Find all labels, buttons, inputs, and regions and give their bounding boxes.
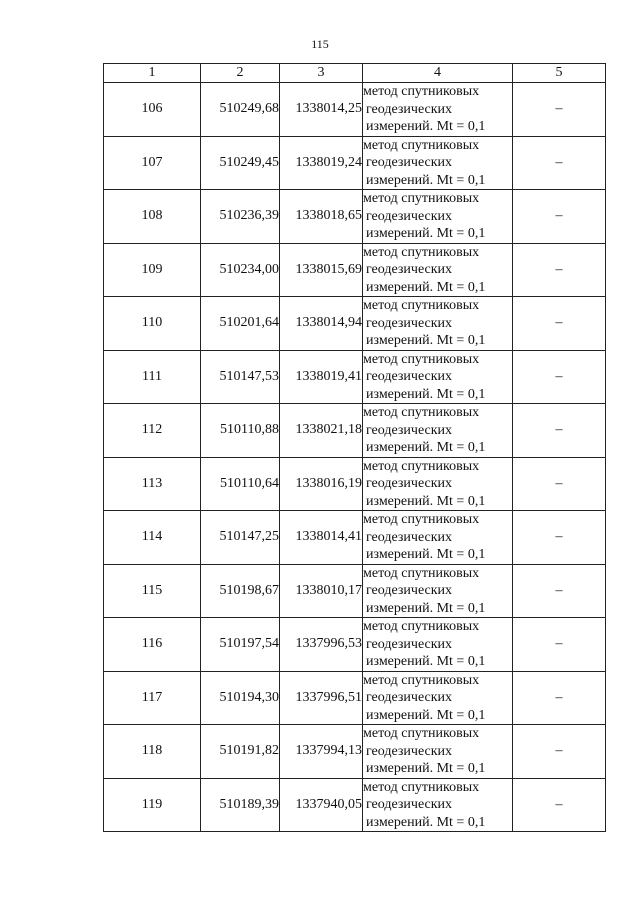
method-line: измерений. Mt = 0,1: [366, 333, 486, 348]
method-line: геодезических: [366, 743, 453, 759]
y-coordinate-cell: 1338018,65: [280, 190, 363, 244]
method-line: метод спутниковых: [363, 405, 480, 420]
method-line: геодезических: [366, 529, 453, 545]
method-cell: [363, 511, 513, 565]
point-number-cell: 117: [104, 671, 201, 725]
y-coordinate-cell: 1337994,13: [280, 725, 363, 779]
method-line: метод спутниковых: [363, 351, 480, 367]
x-coordinate-cell: 510194,30: [201, 671, 280, 725]
y-coordinate-cell: 1338014,41: [280, 511, 363, 565]
note-cell: –: [513, 618, 606, 672]
method-line: геодезических: [366, 315, 453, 331]
point-number-cell: 111: [104, 350, 201, 404]
method-line: измерений. Mt = 0,1: [366, 172, 486, 188]
column-header: 3: [280, 64, 363, 83]
note-cell: –: [513, 778, 606, 832]
y-coordinate-cell: 1338015,69: [280, 243, 363, 297]
method-cell: [363, 618, 513, 672]
method-line: метод спутниковых: [363, 137, 480, 153]
method-line: геодезических: [366, 583, 453, 598]
table-row: [104, 564, 606, 618]
point-number-cell: 114: [104, 511, 201, 565]
method-cell: [363, 404, 513, 458]
method-line: геодезических: [366, 476, 453, 491]
method-line: метод спутниковых: [363, 565, 480, 581]
point-number-cell: 116: [104, 618, 201, 672]
method-line: геодезических: [366, 690, 453, 705]
x-coordinate-cell: 510234,00: [201, 243, 280, 297]
method-line: измерений. Mt = 0,1: [366, 814, 486, 830]
y-coordinate-cell: 1337996,51: [280, 671, 363, 725]
x-coordinate-cell: 510249,45: [201, 136, 280, 190]
y-coordinate-cell: 1337940,05: [280, 778, 363, 832]
note-cell: –: [513, 190, 606, 244]
point-number-cell: 107: [104, 136, 201, 190]
x-coordinate-cell: 510201,64: [201, 297, 280, 351]
method-line: геодезических: [366, 636, 453, 652]
method-cell: [363, 457, 513, 511]
method-cell: [363, 564, 513, 618]
y-coordinate-cell: 1338019,24: [280, 136, 363, 190]
method-line: метод спутниковых: [363, 244, 480, 260]
column-header: 5: [513, 64, 606, 83]
table-body: [104, 83, 606, 832]
note-cell: –: [513, 136, 606, 190]
table-header: [104, 64, 606, 83]
method-cell: [363, 190, 513, 244]
x-coordinate-cell: 510110,88: [201, 404, 280, 458]
x-coordinate-cell: 510198,67: [201, 564, 280, 618]
method-line: метод спутниковых: [363, 84, 480, 99]
method-cell: [363, 243, 513, 297]
y-coordinate-cell: 1337996,53: [280, 618, 363, 672]
point-number-cell: 112: [104, 404, 201, 458]
point-number-cell: 106: [104, 83, 201, 137]
point-number-cell: 108: [104, 190, 201, 244]
method-cell: [363, 297, 513, 351]
method-cell: [363, 725, 513, 779]
table-row: [104, 457, 606, 511]
method-line: измерений. Mt = 0,1: [366, 119, 486, 134]
y-coordinate-cell: 1338021,18: [280, 404, 363, 458]
method-line: геодезических: [366, 208, 453, 224]
x-coordinate-cell: 510236,39: [201, 190, 280, 244]
method-line: измерений. Mt = 0,1: [366, 386, 486, 402]
table-row: [104, 618, 606, 672]
x-coordinate-cell: 510197,54: [201, 618, 280, 672]
note-cell: –: [513, 457, 606, 511]
method-line: геодезических: [366, 262, 453, 277]
table-row: [104, 350, 606, 404]
method-line: измерений. Mt = 0,1: [366, 547, 486, 562]
method-line: геодезических: [366, 369, 453, 384]
method-cell: [363, 136, 513, 190]
method-line: геодезических: [366, 422, 453, 438]
table-row: [104, 83, 606, 137]
note-cell: –: [513, 243, 606, 297]
method-cell: [363, 671, 513, 725]
note-cell: –: [513, 725, 606, 779]
note-cell: –: [513, 404, 606, 458]
x-coordinate-cell: 510191,82: [201, 725, 280, 779]
note-cell: –: [513, 511, 606, 565]
table-row: [104, 671, 606, 725]
table-row: [104, 511, 606, 565]
table-row: [104, 778, 606, 832]
method-line: геодезических: [366, 101, 453, 117]
method-cell: [363, 778, 513, 832]
x-coordinate-cell: 510249,68: [201, 83, 280, 137]
method-line: метод спутниковых: [363, 672, 480, 688]
point-number-cell: 118: [104, 725, 201, 779]
method-cell: [363, 83, 513, 137]
method-line: метод спутниковых: [363, 619, 480, 634]
method-line: измерений. Mt = 0,1: [366, 279, 486, 295]
method-line: метод спутниковых: [363, 191, 480, 206]
table-row: [104, 190, 606, 244]
note-cell: –: [513, 83, 606, 137]
column-header: 1: [104, 64, 201, 83]
x-coordinate-cell: 510147,53: [201, 350, 280, 404]
x-coordinate-cell: 510147,25: [201, 511, 280, 565]
point-number-cell: 115: [104, 564, 201, 618]
point-number-cell: 119: [104, 778, 201, 832]
page-number: 115: [311, 37, 329, 51]
table-row: [104, 404, 606, 458]
point-number-cell: 113: [104, 457, 201, 511]
note-cell: –: [513, 350, 606, 404]
method-line: измерений. Mt = 0,1: [366, 440, 486, 455]
method-cell: [363, 350, 513, 404]
method-line: измерений. Mt = 0,1: [366, 761, 486, 776]
x-coordinate-cell: 510189,39: [201, 778, 280, 832]
method-line: измерений. Mt = 0,1: [366, 707, 486, 723]
method-line: метод спутниковых: [363, 512, 480, 527]
method-line: измерений. Mt = 0,1: [366, 600, 486, 616]
point-number-cell: 109: [104, 243, 201, 297]
method-line: геодезических: [366, 155, 453, 170]
y-coordinate-cell: 1338010,17: [280, 564, 363, 618]
table-row: [104, 725, 606, 779]
table-row: [104, 297, 606, 351]
method-line: измерений. Mt = 0,1: [366, 654, 486, 669]
method-line: геодезических: [366, 797, 453, 812]
table-row: [104, 243, 606, 297]
table-row: [104, 136, 606, 190]
y-coordinate-cell: 1338016,19: [280, 457, 363, 511]
point-number-cell: 110: [104, 297, 201, 351]
note-cell: –: [513, 564, 606, 618]
note-cell: –: [513, 671, 606, 725]
column-header: 4: [363, 64, 513, 83]
y-coordinate-cell: 1338019,41: [280, 350, 363, 404]
header-row: [104, 64, 606, 83]
y-coordinate-cell: 1338014,25: [280, 83, 363, 137]
method-line: измерений. Mt = 0,1: [366, 493, 486, 509]
method-line: измерений. Mt = 0,1: [366, 226, 486, 241]
note-cell: –: [513, 297, 606, 351]
x-coordinate-cell: 510110,64: [201, 457, 280, 511]
method-line: метод спутниковых: [363, 298, 480, 313]
y-coordinate-cell: 1338014,94: [280, 297, 363, 351]
method-line: метод спутниковых: [363, 726, 480, 741]
coordinates-table: [103, 63, 606, 832]
column-header: 2: [201, 64, 280, 83]
method-line: метод спутниковых: [363, 779, 480, 795]
method-line: метод спутниковых: [363, 458, 480, 474]
